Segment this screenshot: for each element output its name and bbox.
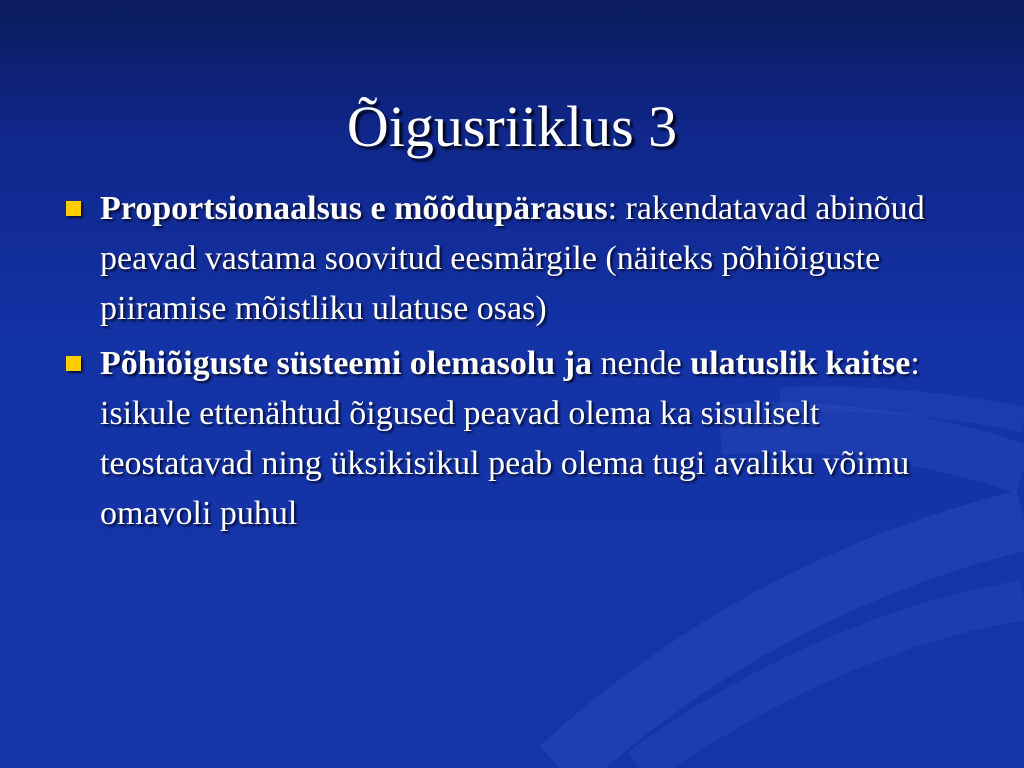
bullet-text-2: : isikule ettenähtud õigused peavad olema ka sisuliselt teostatavad ning üksikisikul peab olema tugi avaliku võimu omavoli puhul bbox=[100, 345, 920, 532]
bullet-bold-term: Proportsionaalsus e mõõdupärasus bbox=[100, 190, 608, 227]
square-bullet-icon bbox=[66, 356, 81, 371]
square-bullet-icon bbox=[66, 201, 81, 216]
bullet-text: : rakendatavad abinõud peavad vastama soovitud eesmärgile (näiteks põhiõiguste piiramise mõistliku ulatuse osas) bbox=[100, 190, 925, 327]
slide-title: Õigusriiklus 3 bbox=[346, 94, 678, 159]
bullet-bold-term-2: ulatuslik kaitse bbox=[690, 345, 911, 382]
bullet-list bbox=[62, 184, 962, 544]
bullet-item-proportionality bbox=[62, 184, 962, 334]
bullet-text: nende bbox=[592, 345, 691, 382]
bullet-bold-term: Põhiõiguste süsteemi olemasolu ja bbox=[100, 345, 593, 382]
bullet-item-fundamental-rights bbox=[62, 339, 962, 539]
